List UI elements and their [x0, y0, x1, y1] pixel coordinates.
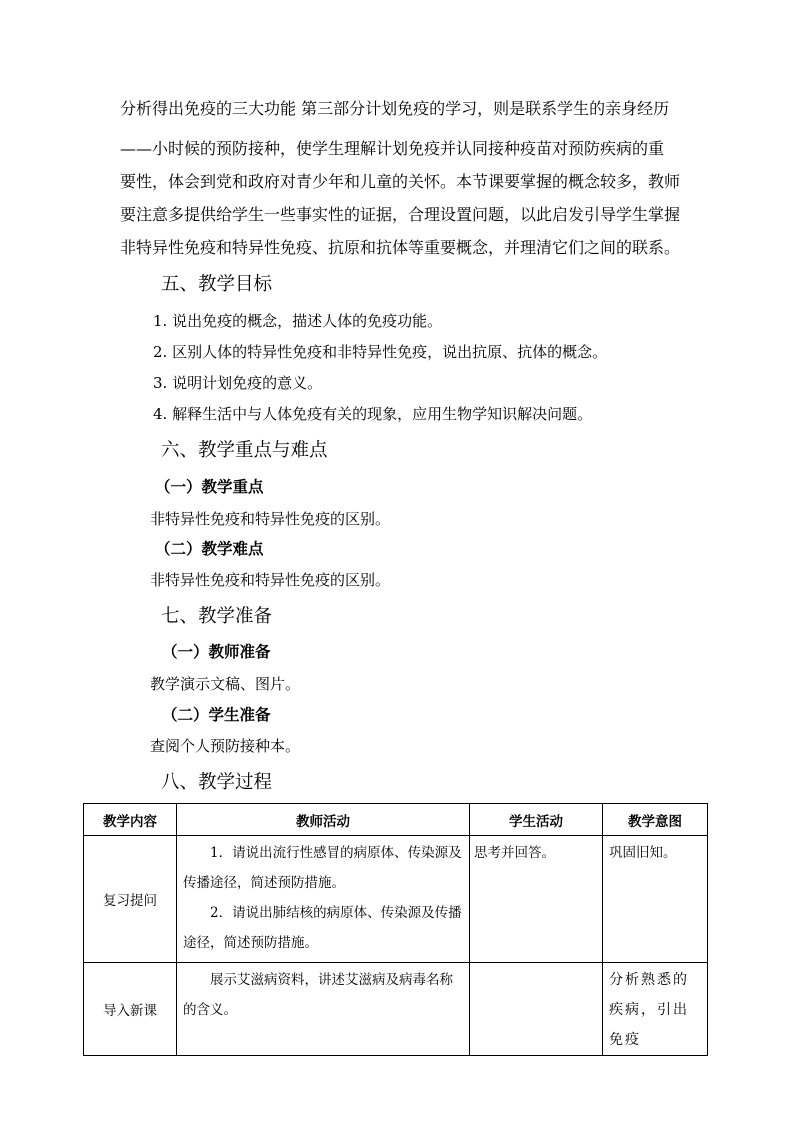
intro-line-1: 分析得出免疫的三大功能 第三部分计划免疫的学习，则是联系学生的亲身经历	[120, 99, 670, 118]
section7-sub2-title: （二）学生准备	[162, 705, 271, 724]
row1-intent-text: 巩固旧知。	[609, 845, 677, 861]
goal-item-4: 4. 解释生活中与人体免疫有关的现象，应用生物学知识解决问题。	[153, 405, 593, 423]
row1-content: 复习提问	[84, 836, 177, 963]
section7-sub1-title: （一）教师准备	[162, 642, 271, 661]
table-row	[84, 836, 708, 963]
section7-sub1-text: 教学演示文稿、图片。	[150, 675, 301, 693]
intro-line-2: ——小时候的预防接种，使学生理解计划免疫并认同接种疫苗对预防疾病的重	[120, 139, 665, 158]
goal-item-2: 2. 区别人体的特异性免疫和非特异性免疫，说出抗原、抗体的概念。	[153, 343, 608, 361]
section6-sub1-title: （一）教学重点	[155, 477, 264, 496]
row2-content: 导入新课	[84, 963, 177, 1056]
goal-item-3: 3. 说明计划免疫的意义。	[153, 374, 323, 392]
row1-teacher-activity	[177, 836, 470, 963]
table-header-row	[84, 804, 708, 836]
table-row	[84, 963, 708, 1056]
section7-title: 七、教学准备	[161, 606, 273, 627]
row1-teacher-item-2: 2．请说出肺结核的病原体、传染源及传播途径，简述预防措施。	[183, 905, 462, 951]
section6-sub2-title: （二）教学难点	[155, 539, 264, 558]
row2-intent	[603, 963, 708, 1056]
row1-teacher-item-1: 1．请说出流行性感冒的病原体、传染源及传播途径，简述预防措施。	[183, 845, 462, 891]
section6-sub2-text: 非特异性免疫和特异性免疫的区别。	[150, 571, 391, 589]
header-teacher-activity: 教师活动	[177, 804, 470, 836]
intro-line-5: 非特异性免疫和特异性免疫、抗原和抗体等重要概念，并理清它们之间的联系。	[120, 238, 681, 257]
row2-teacher-activity	[177, 963, 470, 1056]
section8-title: 八、教学过程	[161, 772, 273, 793]
header-intent: 教学意图	[603, 804, 708, 836]
row1-intent	[603, 836, 708, 963]
goal-item-1: 1. 说出免疫的概念，描述人体的免疫功能。	[153, 312, 443, 330]
section5-title: 五、教学目标	[161, 274, 273, 295]
row1-student-activity	[470, 836, 603, 963]
row2-student-activity	[470, 963, 603, 1056]
row2-student-text	[470, 963, 602, 965]
teaching-process-table	[83, 803, 708, 1056]
section6-sub1-text: 非特异性免疫和特异性免疫的区别。	[150, 510, 391, 528]
row2-intent-text: 分析熟悉的疾病，引出免疫	[609, 972, 689, 1048]
section6-title: 六、教学重点与难点	[161, 440, 328, 461]
intro-line-3: 要性，体会到党和政府对青少年和儿童的关怀。本节课要掌握的概念较多，教师	[120, 172, 681, 191]
row1-student-text: 思考并回答。	[474, 845, 555, 861]
intro-line-4: 要注意多提供给学生一些事实性的证据，合理设置问题，以此启发引导学生掌握	[120, 205, 681, 224]
row2-teacher-item-1: 展示艾滋病资料，讲述艾滋病及病毒名称的含义。	[183, 972, 453, 1018]
section7-sub2-text: 查阅个人预防接种本。	[150, 737, 301, 755]
header-content: 教学内容	[84, 804, 177, 836]
header-student-activity: 学生活动	[470, 804, 603, 836]
